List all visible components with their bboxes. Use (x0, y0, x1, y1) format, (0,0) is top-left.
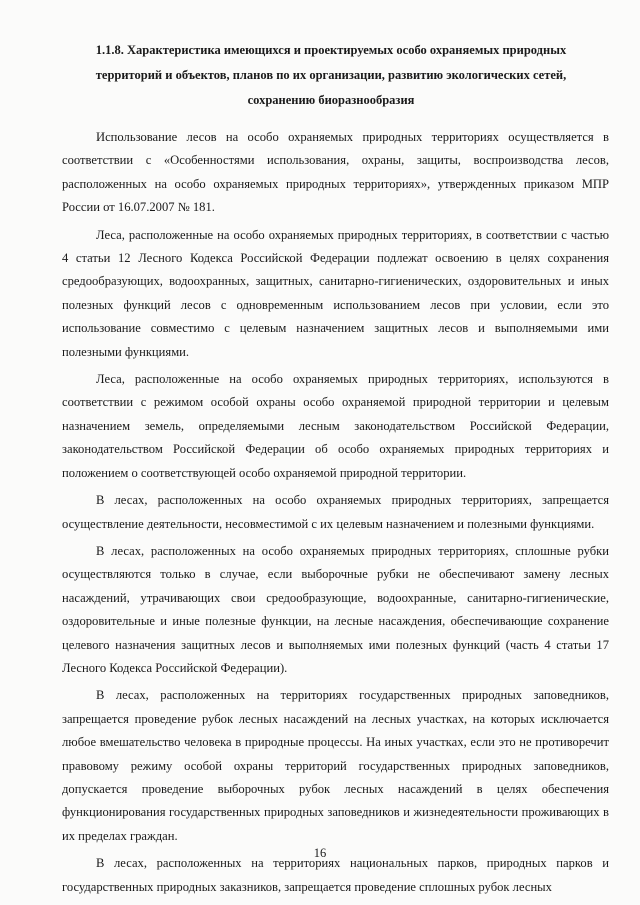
paragraph-1: Использование лесов на особо охраняемых природных территориях осуществляется в соответствии с «Особенностями использования, охраны, защиты, воспроизводства лесов, расположенных на особо охраняемых природных территориях», утвержденных приказом МПР России от 16.07.2007 № 181. (62, 130, 609, 215)
paragraph-6: В лесах, расположенных на территориях государственных природных заповедников, запрещается проведение рубок лесных насаждений на лесных участках, на которых исключается любое вмешательство человека в природные процессы. На иных участках, если это не противоречит правовому режиму особой охраны территорий государственных природных заповедников, допускается проведение выборочных рубок лесных насаждений в целях обеспечения функционирования государственных природных заповедников и жизнедеятельности проживающих в их пределах граждан. (62, 688, 609, 843)
paragraph-4: В лесах, расположенных на особо охраняемых природных территориях, запрещается осуществление деятельности, несовместимой с их целевым назначением и полезными функциями. (62, 493, 609, 531)
section-heading: 1.1.8. Характеристика имеющихся и проектируемых особо охраняемых природных территорий и объектов, планов по их организации, развитию экологических сетей, сохранению биоразнообразия (95, 43, 567, 107)
document-body (62, 126, 609, 899)
paragraph-5: В лесах, расположенных на особо охраняемых природных территориях, сплошные рубки осуществляются только в случае, если выборочные рубки не обеспечивают замену лесных насаждений, утрачивающих свои средообразующие, водоохранные, санитарно-гигиенические, оздоровительные и иные полезные функции, на лесные насаждения, обеспечивающие сохранение целевого назначения защитных лесов и выполняемых ими полезных функций (часть 4 статьи 17 Лесного Кодекса Российской Федерации). (62, 543, 609, 675)
paragraph-3: Леса, расположенные на особо охраняемых природных территориях, используются в соответствии с режимом особой охраны особо охраняемой природной территории и целевым назначением земель, определяемыми лесным законодательством Российской Федерации, законодательством Российской Федерации об особо охраняемых природных территориях и положением о соответствующей особо охраняемой природной территории. (62, 372, 609, 480)
paragraph-7: В лесах, расположенных на территориях национальных парков, природных парков и государственных природных заказников, запрещается проведение сплошных рубок лесных (62, 856, 609, 894)
page-number: 16 (313, 846, 327, 860)
paragraph-2: Леса, расположенные на особо охраняемых природных территориях, в соответствии с частью 4 статьи 12 Лесного Кодекса Российской Федерации подлежат освоению в целях сохранения средообразующих, водоохранных, защитных, санитарно-гигиенических, оздоровительных и иных полезных функций лесов с одновременным использованием лесов при условии, если это использование совместимо с целевым назначением защитных лесов и выполняемыми ими полезными функциями. (62, 227, 609, 359)
